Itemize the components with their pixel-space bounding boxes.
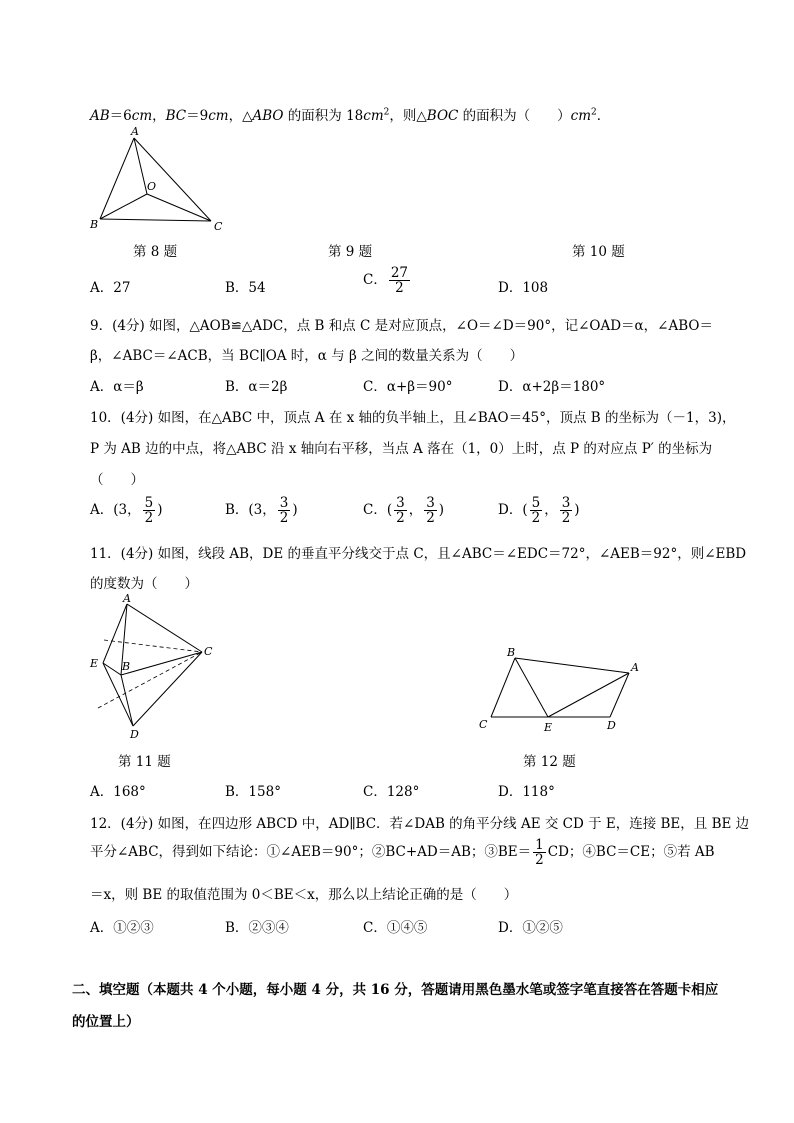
q12-label-b: B [507, 646, 516, 659]
q8-text: ，△ [228, 108, 253, 124]
fraction-numerator: 3 [561, 495, 571, 511]
q12-option-b: B．②③④ [225, 920, 289, 936]
q8-text: ABO [252, 108, 284, 124]
q10-option-c-text: C．( [363, 502, 393, 518]
q12-line2 [90, 838, 715, 867]
fraction [533, 838, 546, 867]
q12-option-d: D．①②⑤ [498, 920, 563, 936]
q12-label-c: C [479, 718, 488, 731]
fraction-denominator: 2 [144, 510, 154, 526]
q8-text: ， [152, 108, 166, 124]
fraction-numerator: 3 [396, 495, 405, 511]
fraction-denominator: 2 [279, 510, 289, 526]
caption-q12: 第 12 题 [523, 754, 576, 770]
fraction [424, 496, 437, 525]
q8-option-c-prefix: C． [363, 272, 387, 288]
q12-label-d: D [607, 719, 616, 732]
q12-figure [474, 640, 644, 740]
q12-line1: 12．(4分) 如图，在四边形 ABCD 中，AD∥BC．若∠DAB 的角平分线 AE 交 CD 于 E，连接 BE，且 BE 边 [90, 816, 750, 832]
caption-q9: 第 9 题 [328, 244, 373, 260]
q9-option-a: A．α＝β [90, 379, 144, 395]
section2-heading-line2: 的位置上） [72, 1014, 140, 1030]
fraction-numerator: 1 [535, 837, 544, 853]
q9-option-c: C．α+β＝90° [363, 379, 453, 395]
q11-line2: 的度数为（ ） [90, 576, 198, 592]
q8-option-b: B．54 [225, 280, 266, 296]
q10-option-b-text: ) [292, 502, 298, 518]
caption-q11: 第 11 题 [118, 754, 171, 770]
q8-label-a: A [131, 125, 139, 138]
q10-option-b [225, 496, 298, 525]
q11-line1: 11．(4分) 如图，线段 AB，DE 的垂直平分线交于点 C，且∠ABC＝∠EDC＝72°，∠AEB＝92°，则∠EBD [90, 546, 747, 562]
q10-option-a-text: ) [157, 502, 163, 518]
q11-option-d: D．118° [498, 784, 555, 800]
q8-label-o: O [147, 180, 157, 193]
q8-figure [84, 124, 234, 236]
q11-label-b: B [122, 660, 131, 673]
q8-label-c: C [214, 220, 223, 233]
q8-label-b: B [90, 218, 99, 231]
fraction-numerator: 5 [144, 495, 154, 511]
q8-text: ，则△ [389, 108, 427, 124]
q9-line2: β，∠ABC＝∠ACB，当 BC∥OA 时，α 与 β 之间的数量关系为（ ） [90, 348, 524, 364]
q11-label-c: C [204, 645, 213, 658]
q10-option-d [498, 496, 580, 525]
q12-option-a: A．①②③ [90, 920, 154, 936]
q10-option-b-text: B．(3， [225, 502, 276, 518]
fraction-denominator: 2 [426, 510, 435, 526]
q8-text: ＝6 [109, 108, 132, 124]
q12-line3: ＝x，则 BE 的取值范围为 0＜BE＜x，那么以上结论正确的是（ ） [90, 887, 518, 903]
fraction [530, 496, 543, 525]
q8-text: BC [165, 108, 187, 124]
q8-text: AB [90, 108, 110, 124]
fraction-numerator: 3 [279, 495, 289, 511]
q10-option-d-text: D．( [498, 502, 528, 518]
q11-label-e: E [90, 657, 99, 670]
fraction-denominator: 2 [396, 510, 405, 526]
q8-option-a: A．27 [90, 280, 131, 296]
q10-option-c [363, 496, 444, 525]
fraction-numerator: 3 [426, 495, 435, 511]
q10-option-c-text: ) [438, 502, 445, 518]
q12-label-a: A [631, 661, 639, 674]
q11-label-d: D [130, 728, 139, 741]
q8-text: cm [131, 108, 153, 124]
q8-text: 的面积为（ ） [458, 108, 571, 124]
q10-option-d-text: ) [574, 502, 580, 518]
q10-option-d-text: ， [544, 502, 558, 518]
fraction-denominator: 2 [561, 510, 571, 526]
fraction-denominator: 2 [531, 510, 541, 526]
q8-text: BOC [426, 108, 459, 124]
q9-option-d: D．α+2β＝180° [498, 379, 606, 395]
q12-line2-text: 平分∠ABC，得到如下结论：①∠AEB＝90°；②BC+AD＝AB；③BE＝ [90, 844, 532, 860]
q8-text: cm [363, 108, 384, 124]
fraction [143, 496, 156, 525]
caption-q8: 第 8 题 [133, 244, 178, 260]
q11-figure [84, 592, 224, 742]
q10-line1: 10．(4分) 如图，在△ABC 中，顶点 A 在 x 轴的负半轴上，且∠BAO＝45°，顶点 B 的坐标为（－1，3)， [90, 410, 736, 426]
q10-line2: P 为 AB 边的中点，将△ABC 沿 x 轴向右平移，当点 A 落在（1，0）上时，点 P 的对应点 P′ 的坐标为 [90, 441, 713, 457]
fraction-denominator: 2 [395, 280, 404, 296]
q11-option-b: B．158° [225, 784, 281, 800]
q11-option-a: A．168° [90, 784, 146, 800]
q8-option-c [363, 266, 412, 295]
q8-text: 2 [591, 107, 597, 118]
q11-label-a: A [123, 592, 131, 605]
q11-option-c: C．128° [363, 784, 420, 800]
fraction [394, 496, 407, 525]
q8-text: ． [596, 108, 611, 124]
q8-option-d: D．108 [498, 280, 549, 296]
q9-line1: 9．(4分) 如图，△AOB≌△ADC，点 B 和点 C 是对应顶点，∠O＝∠D＝90°，记∠OAD＝α，∠ABO＝ [90, 318, 713, 334]
fraction-numerator: 27 [390, 265, 409, 281]
q8-text: cm [208, 108, 229, 124]
section2-heading-line1: 二、填空题（本题共 4 个小题，每小题 4 分，共 16 分，答题请用黑色墨水笔或签字笔直接答在答题卡相应 [72, 982, 719, 998]
fraction [389, 266, 410, 295]
fraction [560, 496, 573, 525]
q9-option-b: B．α＝2β [225, 379, 288, 395]
q10-option-a [90, 496, 162, 525]
q8-stem [90, 104, 610, 124]
q8-text: 2 [383, 107, 390, 118]
caption-q10: 第 10 题 [572, 244, 625, 260]
fraction [278, 496, 291, 525]
q8-text: cm [570, 108, 592, 124]
q10-option-c-text: ， [408, 502, 423, 518]
q12-line2-text: CD；④BC＝CE；⑤若 AB [547, 844, 715, 860]
q12-label-e: E [544, 721, 553, 734]
fraction-numerator: 5 [531, 495, 541, 511]
q8-text: 的面积为 18 [283, 108, 364, 124]
q10-option-a-text: A．(3， [90, 502, 141, 518]
q10-line3: （ ） [90, 472, 144, 488]
q8-text: ＝9 [186, 108, 209, 124]
q12-option-c: C．①④⑤ [363, 920, 428, 936]
fraction-denominator: 2 [535, 852, 544, 868]
